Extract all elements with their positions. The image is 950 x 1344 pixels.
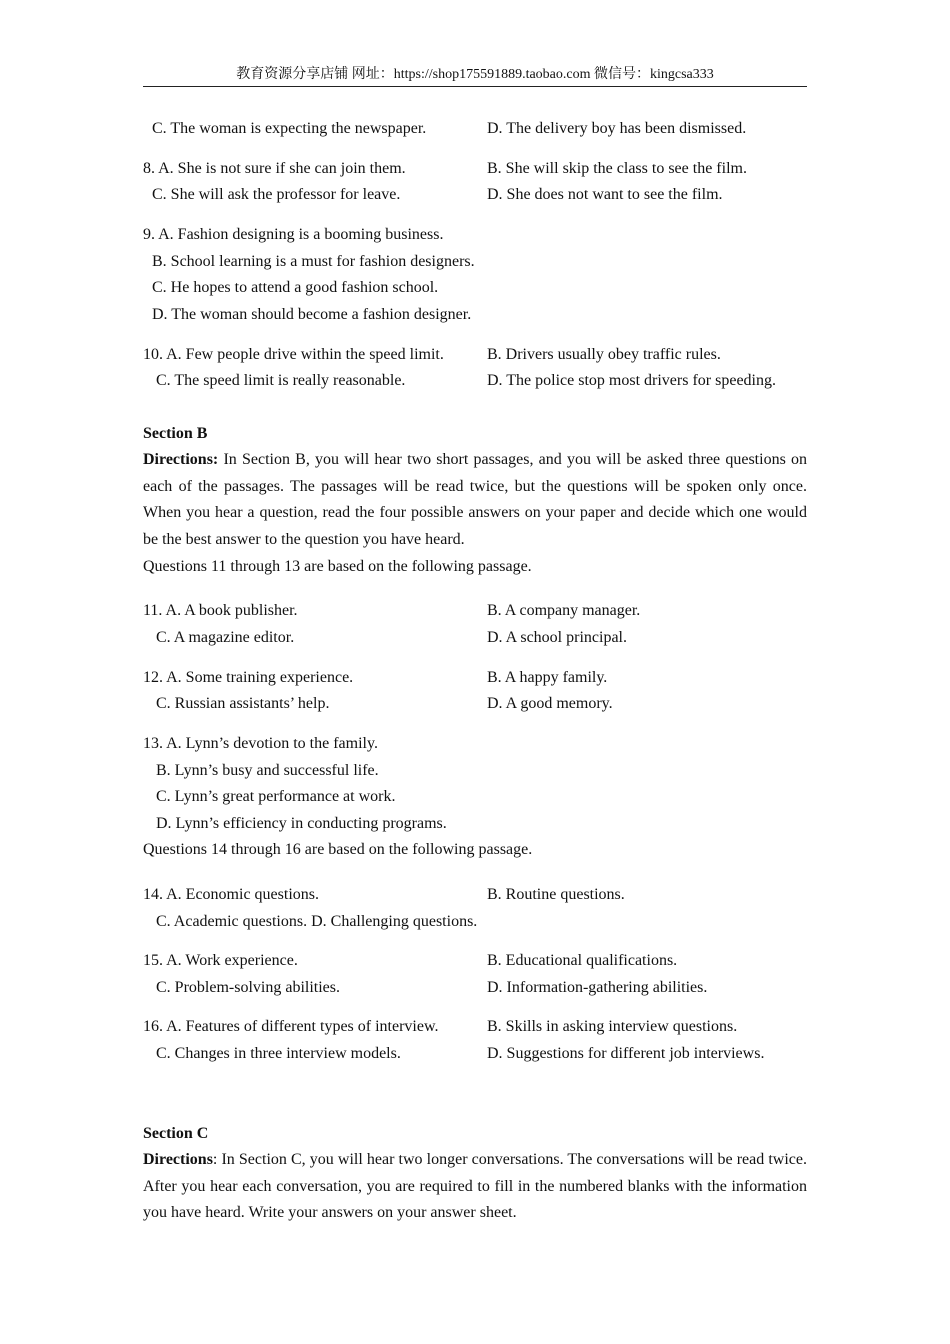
q11-option-d: D. A school principal. [487, 629, 627, 646]
q12-option-d: D. A good memory. [487, 695, 613, 712]
q8-option-c: C. She will ask the professor for leave. [152, 186, 401, 203]
q15-option-d: D. Information-gathering abilities. [487, 979, 708, 996]
q15-option-b: B. Educational qualifications. [487, 952, 678, 969]
q13-option-d: D. Lynn’s efficiency in conducting programs. [156, 815, 447, 832]
q11-option-b: B. A company manager. [487, 602, 641, 619]
q13-option-b: B. Lynn’s busy and successful life. [156, 762, 379, 779]
section-b-directions-text: In Section B, you will hear two short passages, and you will be asked three questions on each of the passages. The passages will be read twice, but the questions will be spoken only once. When you hear a question, read the four possible answers on your paper and decide which one would be the best answer to the question you have heard. [143, 451, 807, 548]
q9-option-b: B. School learning is a must for fashion designers. [152, 253, 475, 270]
q13-option-a: 13. A. Lynn’s devotion to the family. [143, 735, 378, 752]
q12-option-c: C. Russian assistants’ help. [156, 695, 330, 712]
q16-option-a: 16. A. Features of different types of interview. [143, 1018, 439, 1035]
section-c-title: Section C [143, 1125, 209, 1142]
q14-option-b: B. Routine questions. [487, 886, 625, 903]
q10-option-d: D. The police stop most drivers for speeding. [487, 372, 776, 389]
q7-option-d: D. The delivery boy has been dismissed. [487, 120, 747, 137]
q12-option-a: 12. A. Some training experience. [143, 669, 354, 686]
q13-option-c: C. Lynn’s great performance at work. [156, 788, 396, 805]
section-b-directions [143, 447, 807, 553]
section-b-directions-label: Directions: [143, 451, 219, 468]
q7-option-c: C. The woman is expecting the newspaper. [152, 120, 427, 137]
q10-option-c: C. The speed limit is really reasonable. [156, 372, 406, 389]
q10-option-a: 10. A. Few people drive within the speed limit. [143, 346, 444, 363]
q14-option-a: 14. A. Economic questions. [143, 886, 319, 903]
q14-option-cd: C. Academic questions. D. Challenging questions. [156, 913, 478, 930]
passage1-intro: Questions 11 through 13 are based on the following passage. [143, 558, 532, 575]
passage2-intro: Questions 14 through 16 are based on the following passage. [143, 841, 533, 858]
section-c-directions-text: : In Section C, you will hear two longer conversations. The conversations will be read twice. After you hear each conversation, you are required to fill in the numbered blanks with the information you have heard. Write your answers on your answer sheet. [143, 1151, 807, 1221]
q15-option-c: C. Problem-solving abilities. [156, 979, 340, 996]
q8-option-b: B. She will skip the class to see the film. [487, 160, 747, 177]
q16-option-b: B. Skills in asking interview questions. [487, 1018, 738, 1035]
section-c-directions-label: Directions [143, 1151, 213, 1168]
q16-option-c: C. Changes in three interview models. [156, 1045, 401, 1062]
q16-option-d: D. Suggestions for different job interviews. [487, 1045, 765, 1062]
q11-option-a: 11. A. A book publisher. [143, 602, 298, 619]
q9-option-a: 9. A. Fashion designing is a booming business. [143, 226, 444, 243]
q11-option-c: C. A magazine editor. [156, 629, 295, 646]
page-header: 教育资源分享店铺 网址：https://shop175591889.taobao.com 微信号：kingcsa333 [143, 66, 807, 87]
q12-option-b: B. A happy family. [487, 669, 608, 686]
section-c-directions [143, 1147, 807, 1227]
q9-option-d: D. The woman should become a fashion designer. [152, 306, 472, 323]
q8-option-d: D. She does not want to see the film. [487, 186, 723, 203]
q15-option-a: 15. A. Work experience. [143, 952, 298, 969]
q8-option-a: 8. A. She is not sure if she can join them. [143, 160, 406, 177]
section-b-title: Section B [143, 425, 208, 442]
q10-option-b: B. Drivers usually obey traffic rules. [487, 346, 721, 363]
q9-option-c: C. He hopes to attend a good fashion school. [152, 279, 439, 296]
